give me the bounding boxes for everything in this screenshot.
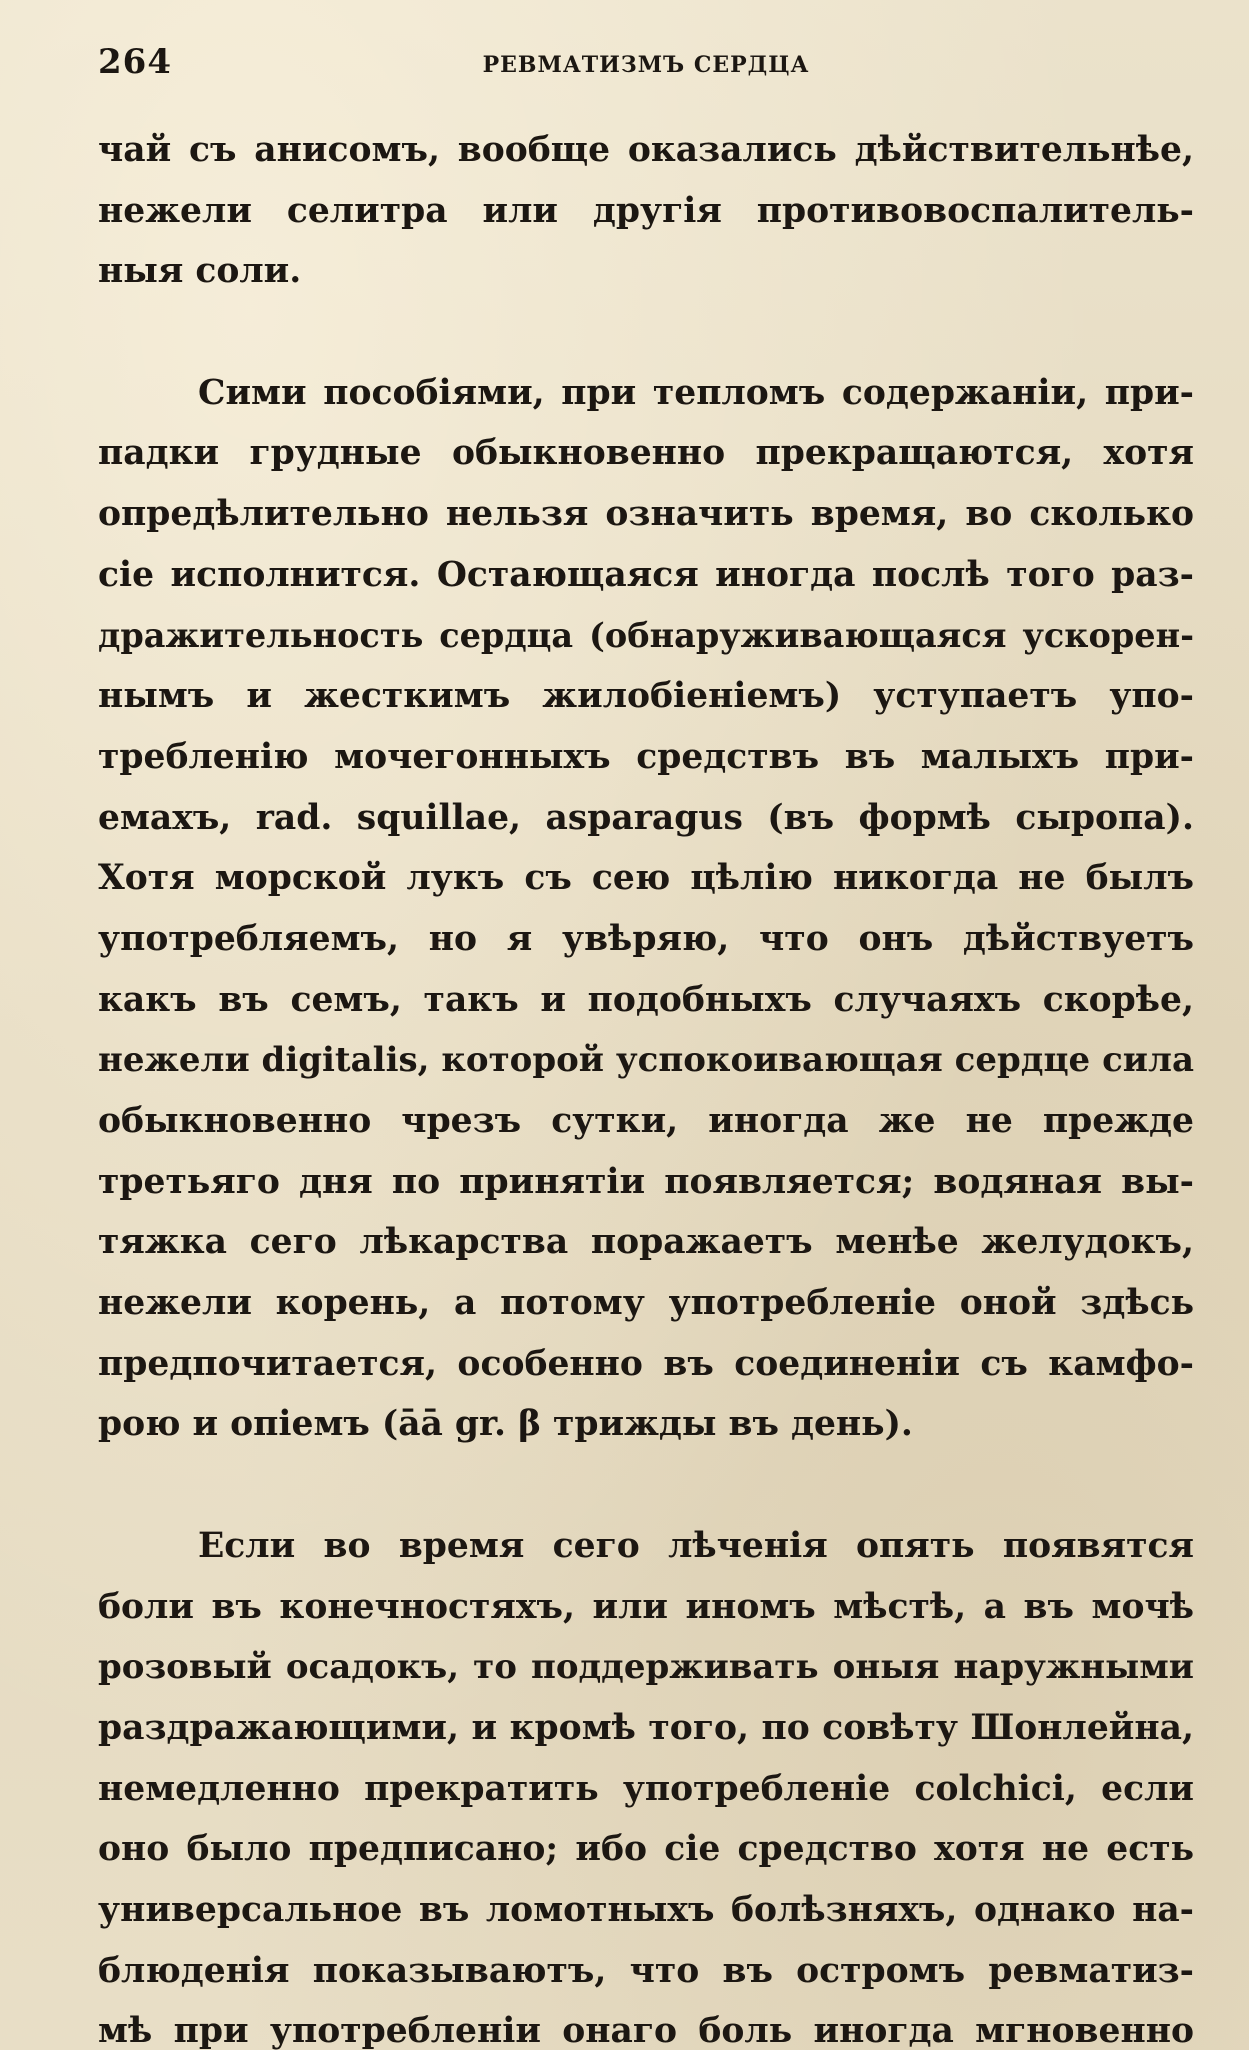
text-line: нежели селитра или другія противовоспалитель-	[98, 190, 1194, 231]
text-line: боли въ конечностяхъ, или иномъ мѣстѣ, а въ мочѣ	[98, 1586, 1194, 1627]
text-line: требленію мочегонныхъ средствъ въ малыхъ при-	[98, 736, 1194, 777]
text-line: сіе исполнится. Остающаяся иногда послѣ того раз-	[98, 554, 1194, 595]
text-line: ныя соли.	[98, 251, 302, 292]
text-line: универсальное въ ломотныхъ болѣзняхъ, однако на-	[98, 1889, 1194, 1930]
text-line: третьяго дня по принятіи появляется; водяная вы-	[98, 1161, 1194, 1202]
running-title: РЕВМАТИЗМЪ СЕРДЦА	[482, 52, 810, 78]
page-number: 264	[98, 42, 172, 82]
paragraph	[98, 363, 1194, 1455]
text-line: обыкновенно чрезъ сутки, иногда же не прежде	[98, 1101, 1194, 1141]
paragraph-gap	[98, 1455, 1194, 1516]
text-line: тяжка сего лѣкарства поражаетъ менѣе желудокъ,	[98, 1222, 1194, 1263]
text-line: рою и опіемъ (āā gr. β трижды въ день).	[98, 1404, 913, 1445]
text-line: блюденія показываютъ, что въ остромъ ревматиз-	[98, 1950, 1194, 1991]
text-line: какъ въ семъ, такъ и подобныхъ случаяхъ скорѣе,	[98, 979, 1194, 1020]
text-line: немедленно прекратить употребленіе colchici, если	[98, 1768, 1194, 1809]
text-line: Сими пособіями, при тепломъ содержаніи, при-	[198, 372, 1194, 413]
text-line: Хотя морской лукъ съ сею цѣлію никогда не былъ	[98, 858, 1194, 899]
text-line: нымъ и жесткимъ жилобіеніемъ) уступаетъ упо-	[98, 676, 1194, 717]
text-line: употребляемъ, но я увѣряю, что онъ дѣйствуетъ	[98, 918, 1194, 959]
text-line: дражительность сердца (обнаруживающаяся ускорен-	[98, 615, 1194, 655]
text-line: розовый осадокъ, то поддерживать оныя наружными	[98, 1647, 1194, 1688]
text-line: падки грудные обыкновенно прекращаются, хотя	[98, 433, 1194, 474]
text-line: чай съ анисомъ, вообще оказались дѣйствительнѣе,	[98, 130, 1194, 170]
text-line: оно было предписано; ибо сіе средство хотя не есть	[98, 1829, 1194, 1870]
text-line: раздражающими, и кромѣ того, по совѣту Шонлейна,	[98, 1707, 1194, 1748]
running-head	[98, 42, 1194, 102]
paragraph	[98, 1516, 1194, 2050]
text-line: предпочитается, особенно въ соединеніи съ камфо-	[98, 1343, 1194, 1384]
text-line: нежели digitalis, которой успокоивающая сердце сила	[98, 1040, 1194, 1081]
text-line: емахъ, rad. squillae, asparagus (въ формѣ сыропа).	[98, 797, 1194, 838]
body-text	[98, 120, 1194, 2050]
text-line: мѣ при употребленіи онаго боль иногда мгновенно	[98, 2011, 1194, 2050]
text-line: опредѣлительно нельзя означить время, во сколько	[98, 494, 1194, 535]
paragraph-gap	[98, 302, 1194, 363]
paragraph	[98, 120, 1194, 302]
text-line: Если во время сего лѣченія опять появятся	[198, 1525, 1194, 1566]
text-line: нежели корень, а потому употребленіе оной здѣсь	[98, 1283, 1194, 1324]
